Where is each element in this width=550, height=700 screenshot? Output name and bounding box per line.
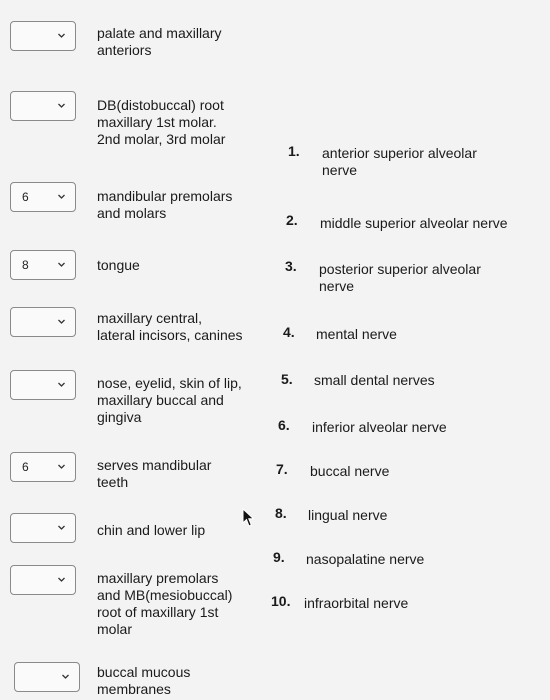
term-9 — [97, 570, 232, 638]
chevron-down-icon — [62, 673, 69, 680]
chevron-down-icon — [58, 381, 65, 388]
chevron-down-icon — [58, 463, 65, 470]
answer-dropdown-9[interactable] — [10, 565, 76, 595]
term-line: maxillary central, — [97, 310, 203, 326]
term-line: DB(distobuccal) root — [97, 97, 224, 113]
option-line: small dental nerves — [314, 372, 435, 388]
term-line: root of maxillary 1st — [97, 604, 219, 620]
option-2 — [320, 215, 508, 232]
term-line: membranes — [97, 681, 171, 697]
option-line: mental nerve — [316, 326, 397, 342]
option-number: 6. — [278, 417, 290, 433]
option-line: infraorbital nerve — [304, 595, 409, 611]
term-10 — [97, 664, 190, 698]
option-number: 2. — [286, 212, 298, 228]
option-5 — [314, 372, 435, 389]
term-line: nose, eyelid, skin of lip, — [97, 375, 242, 391]
option-line: middle superior alveolar nerve — [320, 215, 508, 231]
answer-dropdown-6[interactable] — [10, 370, 76, 400]
option-line: lingual nerve — [308, 507, 388, 523]
term-line: maxillary premolars — [97, 570, 219, 586]
option-number: 7. — [276, 461, 288, 477]
option-10 — [304, 595, 408, 612]
term-1 — [97, 25, 222, 59]
term-8 — [97, 522, 205, 539]
term-line: tongue — [97, 257, 140, 273]
term-line: gingiva — [97, 409, 142, 425]
term-line: and MB(mesiobuccal) — [97, 587, 233, 603]
term-line: mandibular premolars — [97, 188, 233, 204]
term-line: maxillary 1st molar. — [97, 114, 217, 130]
option-line: inferior alveolar nerve — [312, 419, 447, 435]
term-line: 2nd molar, 3rd molar — [97, 131, 226, 147]
option-number: 9. — [273, 549, 285, 565]
option-number: 3. — [285, 258, 297, 274]
term-6 — [97, 375, 242, 426]
term-line: maxillary buccal and — [97, 392, 224, 408]
chevron-down-icon — [58, 102, 65, 109]
option-9 — [306, 551, 424, 568]
dropdown-value: 6 — [22, 460, 29, 474]
chevron-down-icon — [58, 193, 65, 200]
answer-dropdown-3[interactable] — [10, 182, 76, 212]
dropdown-value: 6 — [22, 190, 29, 204]
option-8 — [308, 507, 387, 524]
option-line: buccal nerve — [310, 463, 390, 479]
term-4 — [97, 257, 140, 274]
mouse-cursor-icon — [242, 508, 256, 533]
term-line: anteriors — [97, 42, 152, 58]
chevron-down-icon — [58, 32, 65, 39]
term-line: serves mandibular — [97, 457, 212, 473]
option-number: 4. — [283, 324, 295, 340]
term-3 — [97, 188, 232, 222]
term-line: buccal mucous — [97, 664, 191, 680]
term-line: chin and lower lip — [97, 522, 206, 538]
option-number: 10. — [271, 593, 291, 609]
term-line: molar — [97, 621, 133, 637]
term-5 — [97, 310, 243, 344]
answer-dropdown-1[interactable] — [10, 21, 76, 51]
term-line: teeth — [97, 474, 129, 490]
option-number: 5. — [281, 371, 293, 387]
chevron-down-icon — [58, 524, 65, 531]
option-line: anterior superior alveolar — [322, 145, 477, 161]
answer-dropdown-10[interactable] — [14, 662, 80, 692]
term-2 — [97, 97, 225, 148]
answer-dropdown-7[interactable] — [10, 452, 76, 482]
chevron-down-icon — [58, 576, 65, 583]
term-line: and molars — [97, 205, 167, 221]
answer-dropdown-5[interactable] — [10, 307, 76, 337]
chevron-down-icon — [58, 318, 65, 325]
option-7 — [310, 463, 389, 480]
option-line: nerve — [319, 278, 355, 294]
option-6 — [312, 419, 447, 436]
option-3 — [319, 261, 481, 295]
term-line: lateral incisors, canines — [97, 327, 243, 343]
term-line: palate and maxillary — [97, 25, 222, 41]
chevron-down-icon — [58, 261, 65, 268]
option-1 — [322, 145, 477, 179]
option-line: nerve — [322, 162, 358, 178]
answer-dropdown-8[interactable] — [10, 513, 76, 543]
option-number: 1. — [288, 143, 300, 159]
answer-dropdown-4[interactable] — [10, 250, 76, 280]
term-7 — [97, 457, 211, 491]
answer-dropdown-2[interactable] — [10, 91, 76, 121]
option-4 — [316, 326, 397, 343]
option-line: nasopalatine nerve — [306, 551, 425, 567]
dropdown-value: 8 — [22, 258, 29, 272]
option-number: 8. — [275, 505, 287, 521]
option-line: posterior superior alveolar — [319, 261, 481, 277]
